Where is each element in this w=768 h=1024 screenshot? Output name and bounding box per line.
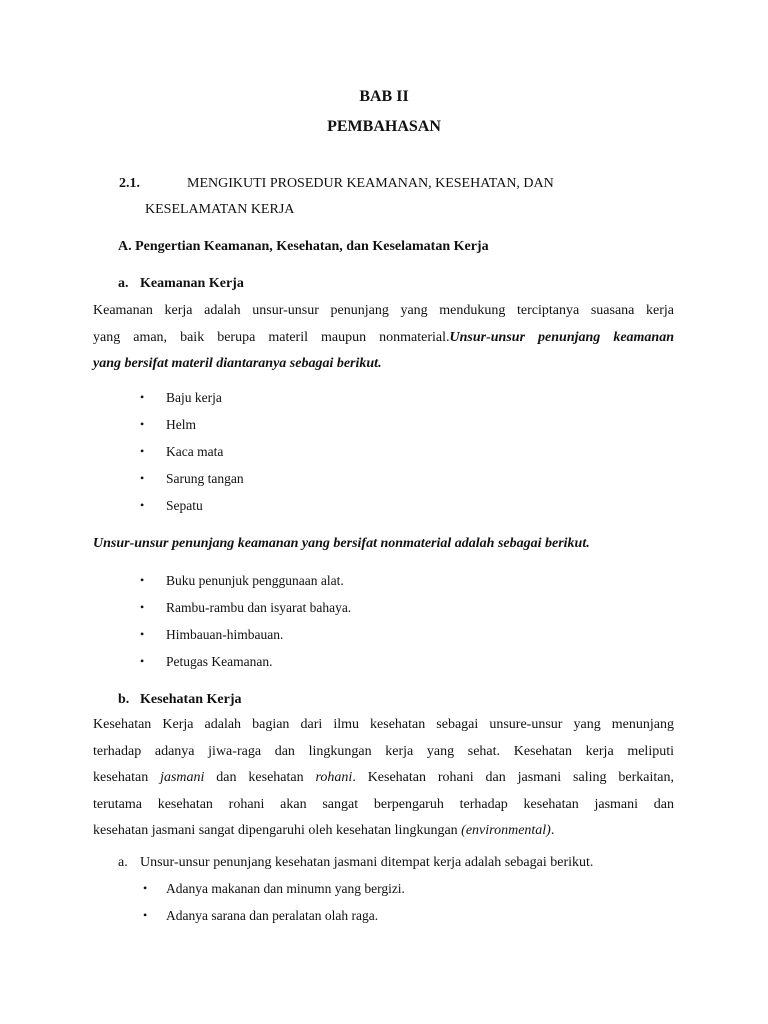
line3-jasmani: jasmani [160,770,205,785]
line3-text-c: . Kesehatan rohani dan jasmani saling berkaitan, [352,770,674,785]
list-item-label: Buku penunjuk penggunaan alat. [166,573,344,588]
section-number: 2.1. [119,176,140,191]
bullet-icon: • [140,417,145,431]
section-title-line1: MENGIKUTI PROSEDUR KEAMANAN, KESEHATAN, DAN [187,176,554,191]
bullet-icon: • [140,627,145,641]
line3-rohani: rohani [315,770,353,785]
line3-text-a: kesehatan [93,770,161,785]
list-item-label: Sarung tangan [166,471,244,486]
bullet-icon: • [143,908,148,922]
subsection-heading: A. Pengertian Keamanan, Kesehatan, dan Keselamatan Kerja [118,239,489,254]
line5-text-a: kesehatan jasmani sangat dipengaruhi oleh kesehatan lingkungan [93,823,462,838]
list-item-label: Petugas Keamanan. [166,654,273,669]
kesehatan-para-line5 [93,818,674,845]
bullet-icon: • [140,444,145,458]
keamanan-para-line2 [93,325,674,352]
bullet-icon: • [140,600,145,614]
jasmani-marker: a. [118,855,128,870]
bullet-icon: • [140,471,145,485]
chapter-number: BAB II [359,88,409,105]
bullet-icon: • [140,390,145,404]
bullet-icon: • [140,654,145,668]
keamanan-para-line3: yang bersifat materil diantaranya sebagai berikut. [93,356,382,371]
keamanan-para-line2-text: yang aman, baik berupa materil maupun nonmaterial. [93,329,450,345]
kesehatan-para-line4: terutama kesehatan rohani akan sangat berpengaruh terhadap kesehatan jasmani dan [93,796,674,812]
list-item-label: Helm [166,417,196,432]
list-item-label: Baju kerja [166,390,222,405]
kesehatan-para-line3 [93,765,674,792]
keamanan-para-line2-emphasis: Unsur-unsur penunjang keamanan [449,329,674,345]
keamanan-heading: Keamanan Kerja [140,276,244,291]
line5-text-b: . [550,823,555,838]
list-item-label: Rambu-rambu dan isyarat bahaya. [166,600,352,615]
keamanan-para-line1: Keamanan kerja adalah unsur-unsur penunjang yang mendukung terciptanya suasana kerja [93,303,674,318]
kesehatan-heading: Kesehatan Kerja [140,692,242,707]
bullet-icon: • [143,881,148,895]
line5-environmental: (environmental) [461,823,551,838]
list-item-label: Adanya sarana dan peralatan olah raga. [166,908,379,923]
keamanan-marker: a. [118,276,129,291]
kesehatan-marker: b. [118,692,130,707]
bullet-icon: • [140,498,145,512]
list-item-label: Kaca mata [166,444,224,459]
section-title-line2: KESELAMATAN KERJA [145,202,295,217]
list-item-label: Adanya makanan dan minumn yang bergizi. [166,881,405,896]
kesehatan-para-line2: terhadap adanya jiwa-raga dan lingkungan kerja yang sehat. Kesehatan kerja meliputi [93,743,674,759]
nonmaterial-intro: Unsur-unsur penunjang keamanan yang bersifat nonmaterial adalah sebagai berikut. [93,536,590,551]
chapter-title: PEMBAHASAN [327,118,441,135]
keamanan-paragraph [93,298,674,378]
kesehatan-para-line1: Kesehatan Kerja adalah bagian dari ilmu kesehatan sebagai unsure-unsur yang menunjang [93,717,674,732]
line3-text-b: dan kesehatan [204,770,316,785]
jasmani-intro: Unsur-unsur penunjang kesehatan jasmani ditempat kerja adalah sebagai berikut. [140,855,594,870]
bullet-icon: • [140,573,145,587]
kesehatan-paragraph [93,712,674,845]
list-item-label: Himbauan-himbauan. [166,627,284,642]
list-item-label: Sepatu [166,498,203,513]
